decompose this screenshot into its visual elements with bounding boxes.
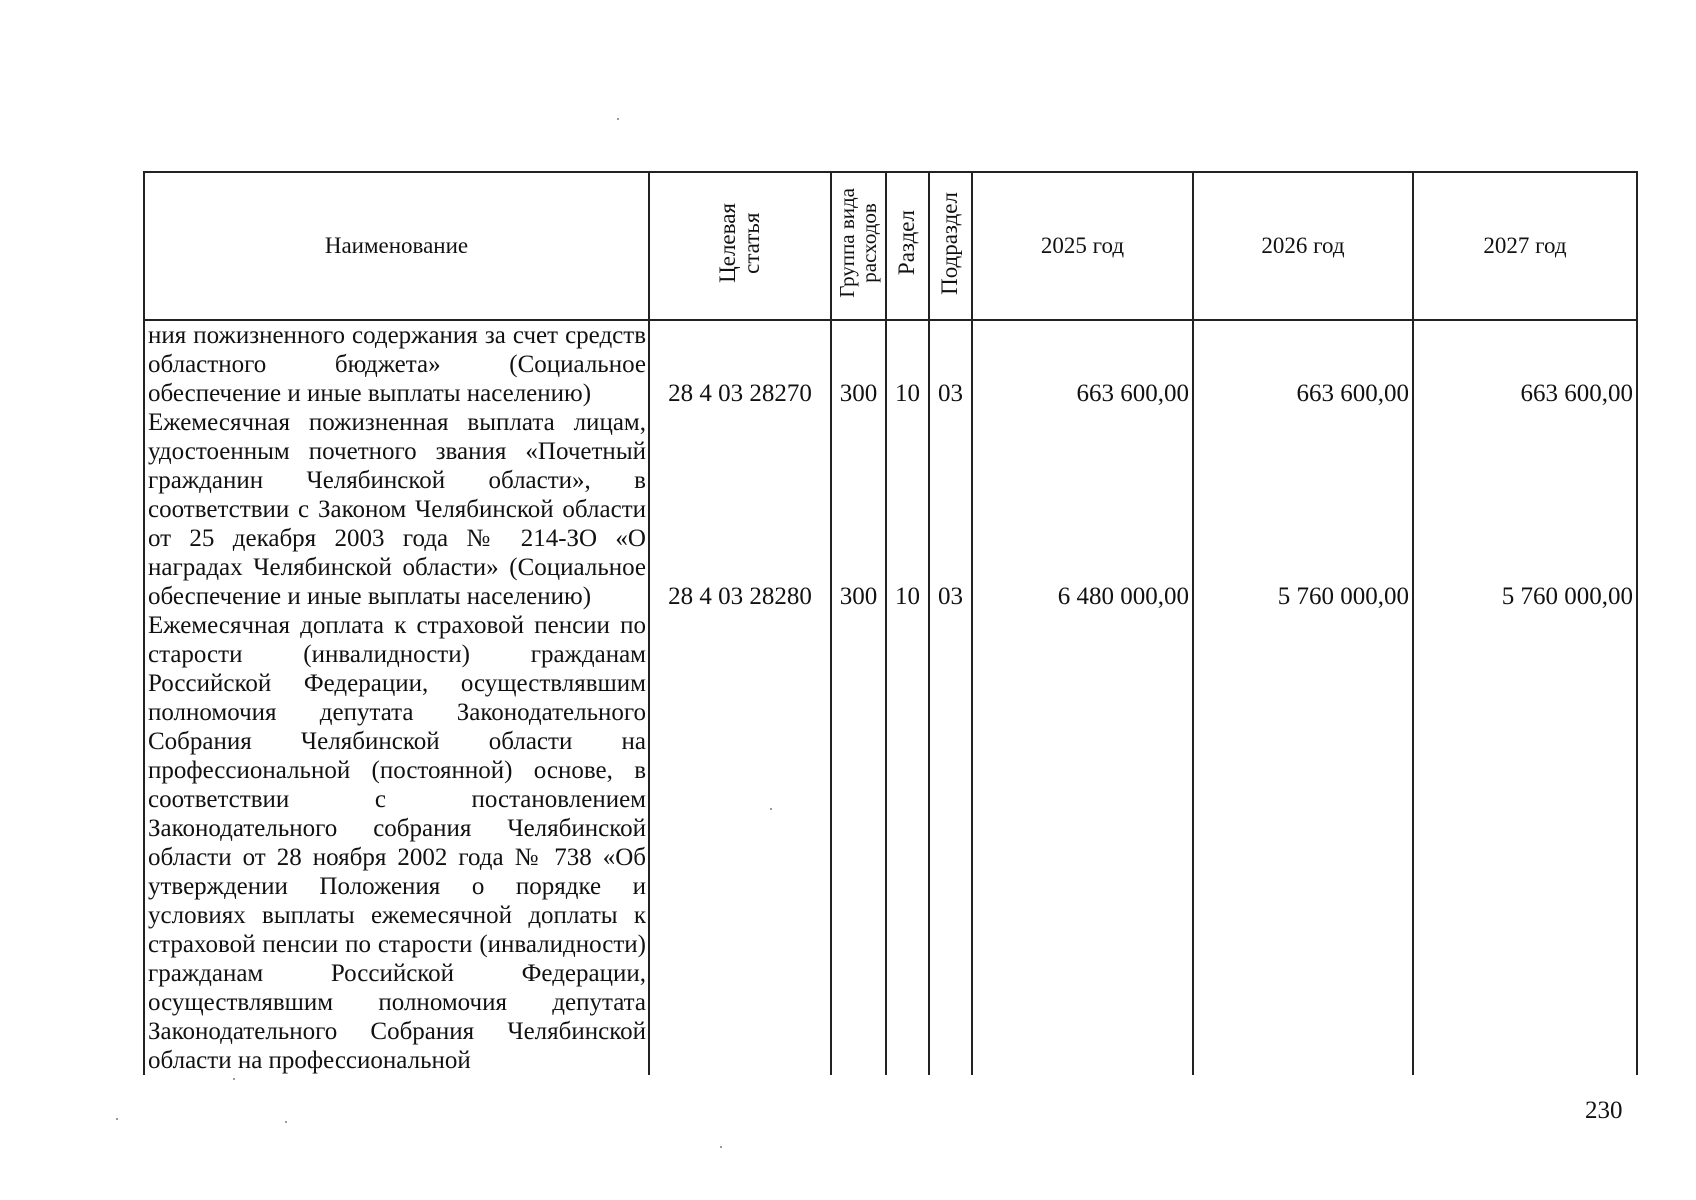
table-row [144, 320, 1637, 408]
header-year-2027: 2027 год [1413, 172, 1637, 320]
row-target-article: 28 4 03 28270 [649, 320, 831, 408]
scan-speck [720, 1146, 722, 1148]
budget-table [143, 171, 1638, 1075]
row-amount-2026: 5 760 000,00 [1193, 408, 1413, 611]
row-subsection: 03 [929, 320, 972, 408]
row-expense-group [831, 611, 886, 1075]
header-section: Раздел [886, 172, 929, 320]
table-header [144, 172, 1637, 320]
row-expense-group: 300 [831, 320, 886, 408]
row-name: Ежемесячная доплата к страховой пенсии по старости (инвалидности) гражданам Российской Федерации, осуществлявшим полномочия депутата Законодательного Собрания Челябинской области на профессиональной (постоянной) основе, в соответствии с постановлением Законодательного собрания Челябинской области от 28 ноября 2002 года № 738 «Об утверждении Положения о порядке и условиях выплаты ежемесячной доплаты к страховой пенсии по старости (инвалидности) гражданам Российской Федерации, осуществлявшим полномочия депутата Законодательного Собрания Челябинской области на профессиональной [144, 611, 649, 1075]
row-subsection: 03 [929, 408, 972, 611]
row-target-article [649, 611, 831, 1075]
row-amount-2027: 5 760 000,00 [1413, 408, 1637, 611]
header-name: Наименование [144, 172, 649, 320]
row-name: Ежемесячная пожизненная выплата лицам, удостоенным почетного звания «Почетный гражданин Челябинской области», в соответствии с Законом Челябинской области от 25 декабря 2003 года № 214-ЗО «О наградах Челябинской области» (Социальное обеспечение и иные выплаты населению) [144, 408, 649, 611]
row-subsection [929, 611, 972, 1075]
row-amount-2027 [1413, 611, 1637, 1075]
row-amount-2025 [972, 611, 1193, 1075]
row-section: 10 [886, 320, 929, 408]
row-section [886, 611, 929, 1075]
page-number: 230 [1585, 1097, 1623, 1124]
row-expense-group: 300 [831, 408, 886, 611]
row-amount-2026: 663 600,00 [1193, 320, 1413, 408]
scan-speck [617, 118, 619, 120]
scan-speck [233, 1078, 235, 1080]
header-subsection: Подраздел [929, 172, 972, 320]
table-body [144, 320, 1637, 1075]
scan-speck [116, 1118, 118, 1120]
header-year-2026: 2026 год [1193, 172, 1413, 320]
row-amount-2025: 6 480 000,00 [972, 408, 1193, 611]
scan-speck [770, 808, 772, 810]
table-row [144, 408, 1637, 611]
row-section: 10 [886, 408, 929, 611]
scan-speck [285, 1121, 287, 1123]
header-target-article: Целевая статья [649, 172, 831, 320]
budget-table-page [143, 171, 1636, 1075]
table-row [144, 611, 1637, 1075]
header-year-2025: 2025 год [972, 172, 1193, 320]
row-amount-2026 [1193, 611, 1413, 1075]
row-target-article: 28 4 03 28280 [649, 408, 831, 611]
row-amount-2027: 663 600,00 [1413, 320, 1637, 408]
row-name: ния пожизненного содержания за счет средств областного бюджета» (Социальное обеспечение и иные выплаты населению) [144, 320, 649, 408]
header-expense-group: Группа вида расходов [831, 172, 886, 320]
row-amount-2025: 663 600,00 [972, 320, 1193, 408]
